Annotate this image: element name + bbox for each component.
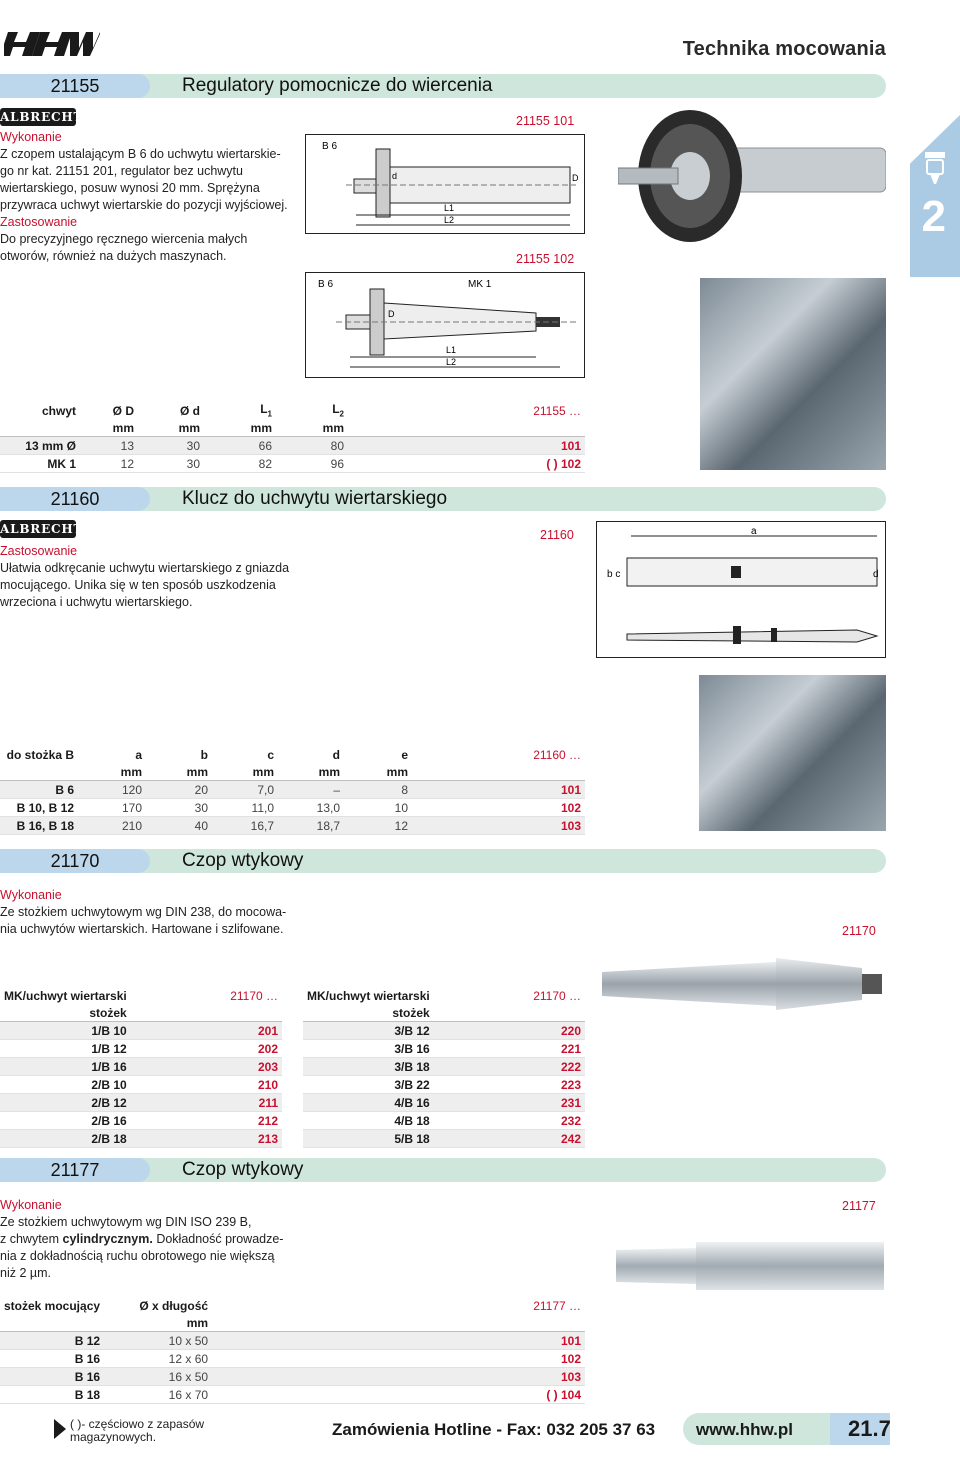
label-wykonanie: Wykonanie [0, 130, 62, 144]
unit-cell: mm [276, 419, 348, 437]
text-line: Ze stożkiem uchwytowym wg DIN 238, do mocowa- [0, 905, 287, 919]
table-row: 4/B 18 232 [303, 1112, 585, 1130]
code-21155-102: 21155 102 [516, 252, 575, 266]
section-number-21170: 21170 [0, 849, 150, 873]
albrecht-logo: ALBRECHT [0, 110, 84, 124]
table-21177: stożek mocujący Ø x długość 21177 … mm B 12 10 x 50 101 B 16 12 x 60 102 B 16 16 x 50 103 B 18 16 x 70 ( ) 104 [0, 1297, 585, 1404]
svg-text:D: D [388, 309, 395, 319]
photo-tap-regulator [618, 110, 886, 248]
section-number-21177: 21177 [0, 1158, 150, 1182]
table-row: 2/B 16 212 [0, 1112, 282, 1130]
desc-21155 [0, 129, 300, 265]
svg-text:b c: b c [607, 569, 621, 580]
table-row: 13 mm Ø 13 30 66 80 101 [0, 437, 585, 455]
text-line: z chwytem cylindrycznym. Dokładność prowadze- [0, 1232, 284, 1246]
code-21170: 21170 [842, 924, 876, 938]
th-cell: d [332, 747, 340, 762]
svg-text:a: a [751, 526, 757, 537]
table-row: B 16 12 x 60 102 [0, 1350, 585, 1368]
th-L1: $L_1$ [260, 402, 272, 419]
th-cell: e [401, 747, 408, 762]
table-row: 2/B 10 210 [0, 1076, 282, 1094]
th-code: 21155 … [533, 403, 581, 418]
drill-chuck-icon [922, 150, 948, 186]
svg-text:B 6: B 6 [318, 279, 334, 290]
table-21170-right: MK/uchwyt wiertarski 21170 … stożek 3/B 12 220 3/B 16 221 3/B 18 222 3/B 22 223 4/B 16 231 4/B 18 232 5/B 18 242 [303, 987, 585, 1148]
svg-text:L2: L2 [446, 357, 457, 367]
code-21160: 21160 [540, 528, 574, 542]
unit-cell: mm [138, 419, 204, 437]
svg-text:MK 1: MK 1 [468, 279, 492, 290]
text-line: Do precyzyjnego ręcznego wiercenia małych [0, 232, 248, 246]
photo-drilling-hand [700, 278, 886, 470]
text-line: niż 2 µm. [0, 1266, 51, 1280]
text-line: Ułatwia odkręcanie uchwytu wiertarskiego z gniazda [0, 561, 290, 575]
label-zastosowanie: Zastosowanie [0, 544, 78, 558]
footer-website-link[interactable]: www.hhw.pl [696, 1420, 793, 1439]
table-21170-left: MK/uchwyt wiertarski 21170 … stożek 1/B 10 201 1/B 12 202 1/B 16 203 2/B 10 210 2/B 12 211 2/B 16 212 2/B 18 213 [0, 987, 282, 1148]
table-row: 2/B 18 213 [0, 1130, 282, 1148]
desc-21170 [0, 887, 300, 938]
table-21155 [0, 402, 585, 473]
label-l2: L2 [444, 215, 455, 225]
section-title-21160: Klucz do uchwytu wiertarskiego [182, 488, 448, 509]
drawing-21155-102 [305, 272, 585, 378]
unit-cell: mm [204, 419, 276, 437]
text-line: go nr kat. 21151 201, regulator bez uchwytu [0, 164, 243, 178]
text-line: Ze stożkiem uchwytowym wg DIN ISO 239 B, [0, 1215, 252, 1229]
th-L2: $L_2$ [332, 402, 344, 419]
table-row: B 10, B 12 170 30 11,0 13,0 10 102 [0, 799, 585, 817]
arrow-right-icon [54, 1419, 66, 1439]
label-d: d [392, 171, 398, 181]
drawing-21160 [596, 521, 886, 658]
text-line: mocującego. Unika się w ten sposób uszkodzenia [0, 578, 276, 592]
table-row: 3/B 18 222 [303, 1058, 585, 1076]
desc-21160 [0, 543, 300, 611]
label-D: D [572, 173, 579, 183]
table-row: 4/B 16 231 [303, 1094, 585, 1112]
chapter-number: 2 [921, 192, 946, 241]
text-line: wrzeciona i uchwytu wiertarskiego. [0, 595, 193, 609]
unit-cell: mm [80, 419, 138, 437]
code-21177: 21177 [842, 1199, 876, 1213]
table-row: MK 1 12 30 82 96 ( ) 102 [0, 455, 585, 473]
table-row: B 16, B 18 210 40 16,7 18,7 12 103 [0, 817, 585, 835]
page-section-title: Technika mocowania [682, 38, 886, 60]
photo-chuck-key [699, 675, 886, 831]
table-row: 1/B 12 202 [0, 1040, 282, 1058]
text-line: wiertarskiego, posuw wynosi 20 mm. Sprężyna [0, 181, 260, 195]
text-line: Z czopem ustalającym B 6 do uchwytu wiertarskie- [0, 147, 281, 161]
table-row: 3/B 12 220 [303, 1022, 585, 1040]
section-number-21160: 21160 [0, 487, 150, 511]
table-row: 1/B 16 203 [0, 1058, 282, 1076]
table-row: B 6 120 20 7,0 – 8 101 [0, 781, 585, 799]
footer-hotline: Zamówienia Hotline - Fax: 032 205 37 63 [332, 1420, 656, 1439]
th-cell: a [135, 747, 142, 762]
table-row: 3/B 22 223 [303, 1076, 585, 1094]
section-number-21155: 21155 [0, 74, 150, 98]
section-title-21177: Czop wtykowy [182, 1159, 304, 1180]
code-21155-101: 21155 101 [516, 114, 575, 128]
th-cell: c [267, 747, 274, 762]
table-row: B 12 10 x 50 101 [0, 1332, 585, 1350]
th-cell: do stożka B [6, 747, 74, 762]
table-row: 3/B 16 221 [303, 1040, 585, 1058]
table-row: 2/B 12 211 [0, 1094, 282, 1112]
section-title-21170: Czop wtykowy [182, 850, 304, 871]
section-title-21155: Regulatory pomocnicze do wiercenia [182, 75, 493, 96]
label-zastosowanie: Zastosowanie [0, 215, 78, 229]
table-21160: do stożka B a b c d e 21160 … mm mm mm mm mm B 6 120 20 7,0 – 8 101 B 10, B 12 170 30 11,0 13,0 10 102 B 16, B 18 210 40 16,7 18,7 12 103 [0, 746, 585, 835]
label-b6: B 6 [322, 141, 338, 152]
svg-text:L1: L1 [446, 345, 457, 355]
table-row: B 18 16 x 70 ( ) 104 [0, 1386, 585, 1404]
svg-text:d: d [873, 569, 879, 580]
label-wykonanie: Wykonanie [0, 888, 62, 902]
page-number: 21.7 [848, 1416, 891, 1441]
albrecht-logo: ALBRECHT [0, 522, 84, 536]
th-chwyt: chwyt [41, 403, 76, 418]
label-wykonanie: Wykonanie [0, 1198, 62, 1212]
unit-cell [0, 419, 80, 437]
th-code: 21160 … [533, 747, 581, 762]
table-row: B 16 16 x 50 103 [0, 1368, 585, 1386]
hhw-logo [4, 28, 100, 60]
text-line: nia z dokładnością ruchu obrotowego nie większą [0, 1249, 275, 1263]
unit-cell [348, 419, 585, 437]
th-cell: b [200, 747, 208, 762]
drawing-21155-101 [305, 134, 585, 234]
text-line: nia uchwytów wiertarskich. Hartowane i szlifowane. [0, 922, 284, 936]
photo-arbor-21177 [612, 1240, 884, 1292]
th-d: Ø d [180, 403, 200, 418]
text-line: przywraca uchwyt wiertarskie do pozycji wyjściowej. [0, 198, 288, 212]
text-line: otworów, również na dużych maszynach. [0, 249, 227, 263]
table-row: 1/B 10 201 [0, 1022, 282, 1040]
desc-21177 [0, 1197, 300, 1282]
footer-note: ( )- częściowo z zapasów magazynowych. [70, 1417, 205, 1444]
photo-arbor-21170 [596, 956, 886, 1012]
th-D: Ø D [112, 403, 134, 418]
label-l1: L1 [444, 203, 455, 213]
table-row: 5/B 18 242 [303, 1130, 585, 1148]
